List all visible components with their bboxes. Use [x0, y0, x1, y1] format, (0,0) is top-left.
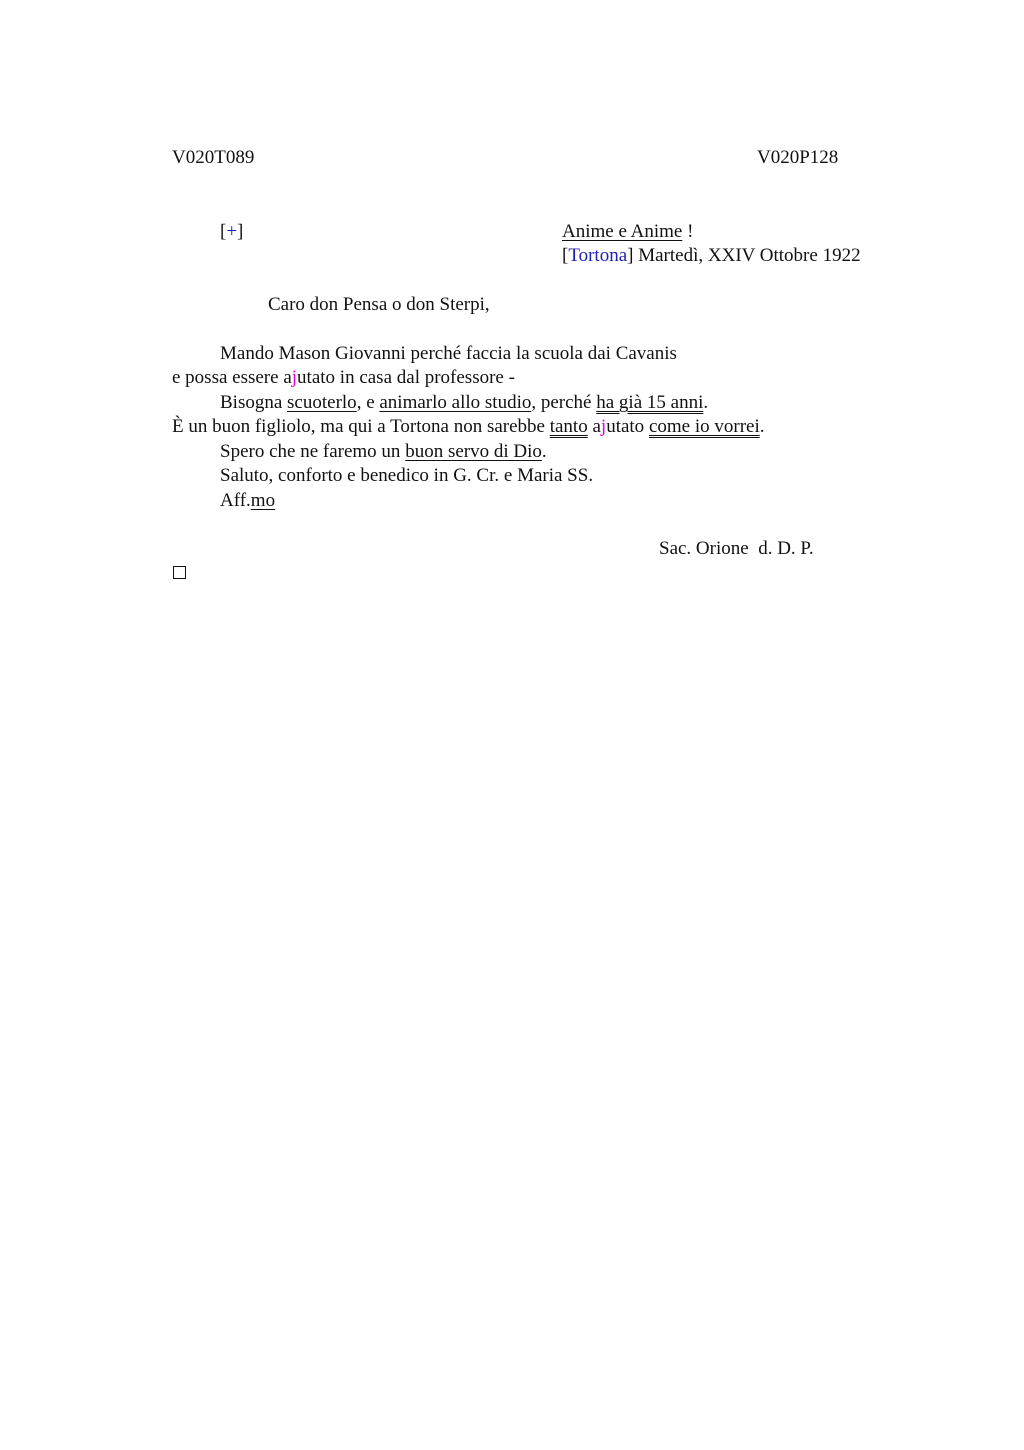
double-underlined-phrase: ha già 15 anni — [596, 392, 704, 413]
body-line-5 — [220, 440, 547, 464]
dateline-open: [ — [562, 245, 569, 266]
text-run: utato — [606, 416, 649, 437]
text-run: a — [587, 416, 601, 437]
marker-open-bracket: [ — [220, 221, 227, 242]
underlined-phrase: buon servo di Dio — [405, 441, 542, 462]
document-code-left: V020T089 — [172, 147, 255, 168]
title-text: Anime e Anime — [562, 221, 683, 242]
dateline — [562, 244, 861, 268]
dateline-place: Tortona — [568, 245, 628, 266]
text-run: , e — [356, 392, 380, 413]
text-run: Bisogna — [220, 392, 288, 413]
checkbox-icon[interactable] — [173, 566, 186, 579]
double-underlined-phrase: come io vorrei — [648, 416, 760, 437]
text-run: . — [541, 441, 547, 462]
highlighted-letter: j — [600, 416, 607, 437]
text-run: . — [703, 392, 709, 413]
text-run: Aff. — [220, 490, 251, 511]
text-run: , perché — [531, 392, 597, 413]
body-line-2 — [172, 366, 515, 390]
text-run: utato in casa dal professore - — [297, 367, 515, 388]
double-underlined-phrase: tanto — [549, 416, 588, 437]
highlighted-letter: j — [291, 367, 298, 388]
text-run: Spero che ne faremo un — [220, 441, 406, 462]
body-line-4 — [172, 415, 764, 439]
cross-marker — [220, 220, 243, 244]
body-line-6: Saluto, conforto e benedico in G. Cr. e Maria SS. — [220, 465, 594, 486]
plus-icon: + — [226, 221, 238, 242]
underlined-phrase: animarlo allo studio — [379, 392, 532, 413]
closing — [220, 489, 275, 513]
underlined-phrase: scuoterlo — [287, 392, 357, 413]
dateline-date: ] Martedì, XXIV Ottobre 1922 — [627, 245, 861, 266]
title-exclamation: ! — [682, 221, 694, 242]
text-run: . — [759, 416, 765, 437]
signature: Sac. Orione d. D. P. — [659, 538, 814, 559]
body-line-3 — [220, 391, 708, 415]
body-line-1: Mando Mason Giovanni perché faccia la scuola dai Cavanis — [220, 343, 677, 364]
text-run: È un buon figliolo, ma qui a Tortona non sarebbe — [172, 416, 550, 437]
page-code-right: V020P128 — [757, 147, 839, 168]
salutation: Caro don Pensa o don Sterpi, — [268, 294, 490, 315]
underlined-phrase: mo — [250, 490, 276, 511]
marker-close-bracket: ] — [237, 221, 244, 242]
text-run: e possa essere a — [172, 367, 292, 388]
letter-title — [562, 220, 693, 244]
